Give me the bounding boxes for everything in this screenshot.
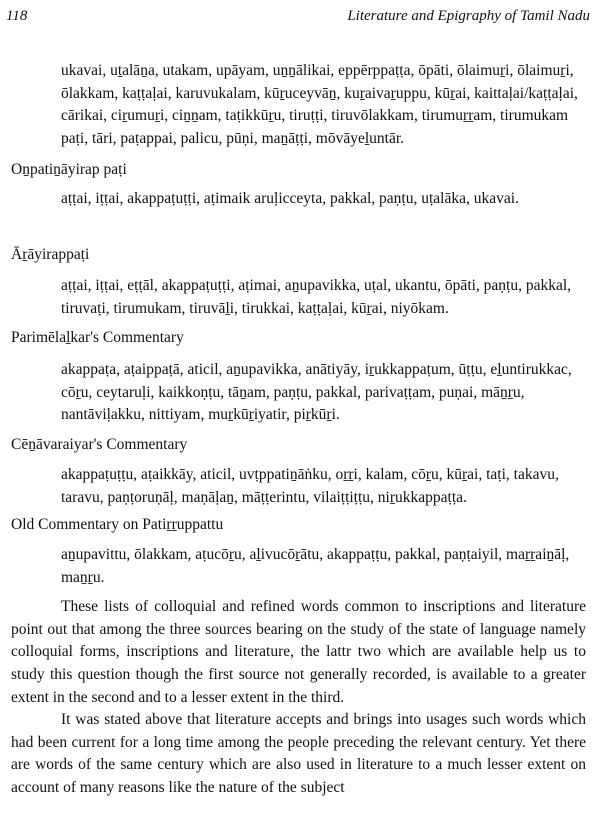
section-heading-onpatinayirappati: Oṉpatiṉāyirap paṭi <box>11 161 127 179</box>
section-heading-cenavaraiyar: Cēṉāvaraiyar's Commentary <box>11 435 188 453</box>
body-paragraph-1: These lists of colloquial and refined words common to inscriptions and literature point out that among the three sources bearing on the study of the state of language namely colloquial forms, inscriptions and literature, the lattr two which are available help us to study this question though the first source not generally recorded, is available to a greater extent in the second and to a lesser extent in the third. <box>11 598 586 706</box>
body-paragraph-2: It was stated above that literature accepts and brings into usages such words which had been current for a long time among the people preceding the relevant century. Yet there are words of the same century which are also used in literature to a much lesser extent on account of many reasons like the nature of the subject <box>11 711 586 797</box>
page-number: 118 <box>6 8 28 24</box>
word-list-patirruppattu: aṉupavittu, ōlakkam, aṭucōṟu, aḻivucōṟātu, akappaṭṭu, pakkal, paṇṭaiyil, maṟṟaiṉāḷ, maṉṟu. <box>61 546 570 586</box>
page-body <box>0 60 600 800</box>
word-list-1: ukavai, uṯalāṉa, utakam, upāyam, uṉṉālikai, eppērppaṭṭa, ōpāti, ōlaimuṟi, ōlaimuṟi, ōlakkam, kaṭṭaḷai, karuvukalam, kūṟuceyvāṉ, kuṟaivaṟuppu, kūṟai, kaittaḷai/kaṭṭaḷai, cārikai, ciṟumuṟi, ciṉṉam, taṭikkūṟu, tiruṭṭi, tiruvōlakkam, tirumuṟṟam, tirumukam paṭi, tāri, paṭappai, palicu, pūṇi, maṉāṭṭi, mōvāyeḻuntār. <box>61 62 578 147</box>
running-title: Literature and Epigraphy of Tamil Nadu <box>347 8 590 24</box>
section-heading-arayirappati: Āṟāyirappaṭi <box>11 245 90 263</box>
word-list-arayirappati: aṭṭai, iṭṭai, eṭṭāl, akappaṭuṭṭi, aṭimai, aṉupavikka, uṭal, ukantu, ōpāti, paṇṭu, pakkal, tiruvaṭi, tirumukam, tiruvāḻi, tirukkai, kaṭṭaḷai, kūṟai, niyōkam. <box>61 277 572 317</box>
word-list-cenavaraiyar: akappaṭuṭṭu, aṭaikkāy, aticil, uvṭppatiṉāṅku, oṟṟi, kalam, cōṟu, kūṟai, taṭi, takavu, taravu, paṇṭoruṇāḷ, maṇāḷaṉ, māṭṭerintu, vilaiṭṭiṭṭu, niṟukkappaṭṭa. <box>61 466 559 506</box>
page-header <box>0 8 600 28</box>
word-list-parimelalkar: akappaṭa, aṭaippaṭā, aticil, aṉupavikka, anātiyāy, iṟukkappaṭum, ūṭṭu, eḻuntirukkac, cōṟu, ceytaruḷi, kaikkoṇṭu, tāṉam, paṇṭu, pakkal, parivaṭṭam, puṇai, māṉṟu, nantāviḷakku, nittiyam, muṟkūṟiyatir, piṟkūṟi. <box>61 360 572 424</box>
section-heading-patirruppattu: Old Commentary on Patiṟṟuppattu <box>11 515 224 533</box>
section-heading-parimelalkar: Parimēlaḻkar's Commentary <box>11 329 184 347</box>
word-list-onpatinayirappati: aṭṭai, iṭṭai, akappaṭuṭṭi, aṭimaik aruḷicceyta, pakkal, paṇṭu, uṭalāka, ukavai. <box>61 189 519 207</box>
